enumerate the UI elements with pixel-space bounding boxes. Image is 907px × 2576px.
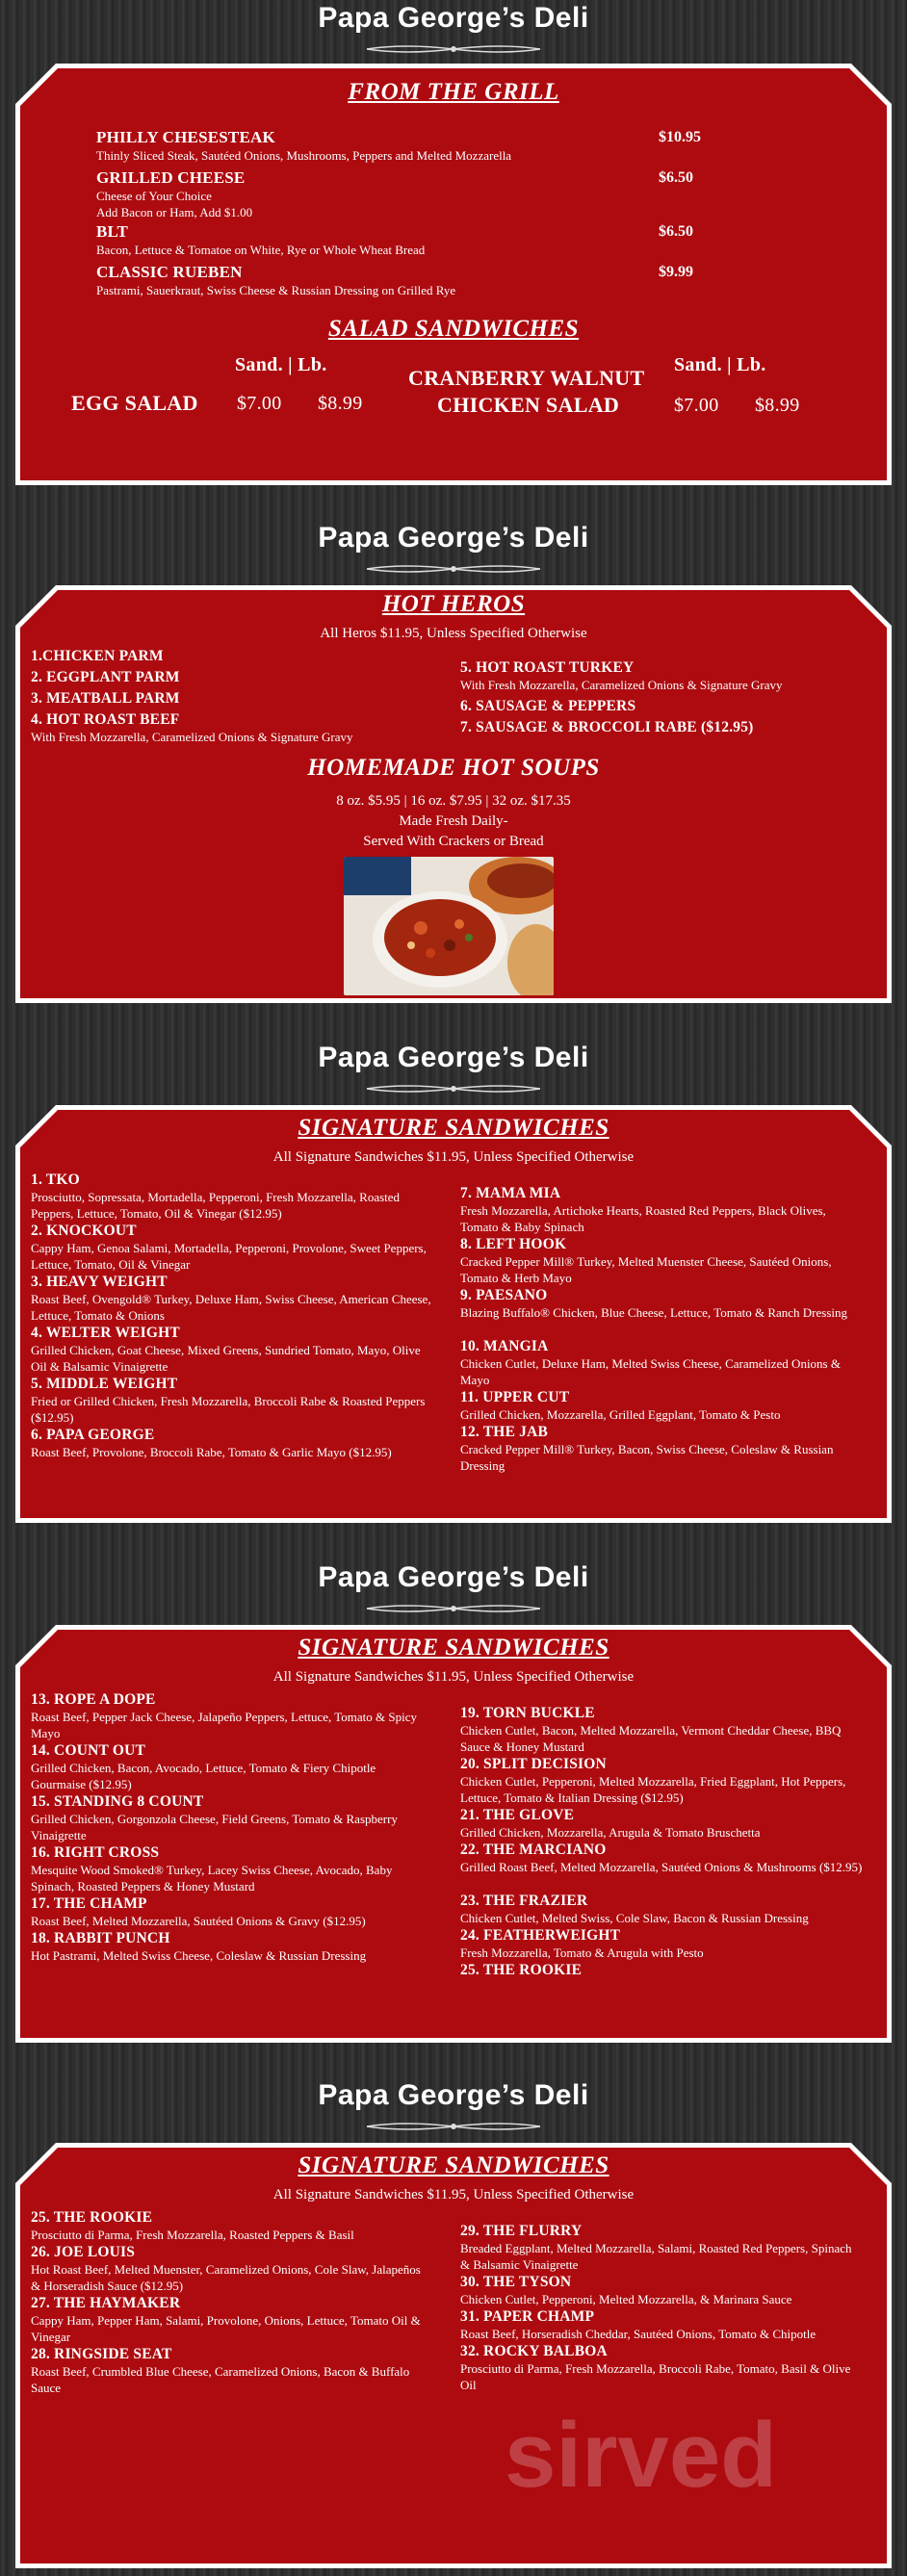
menu-item-description: Cracked Pepper Mill® Turkey, Melted Muenster Cheese, Sautéed Onions, Tomato & Herb Mayo xyxy=(460,1254,832,1286)
menu-item-description: Grilled Chicken, Mozzarella, Arugula & Tomato Bruschetta xyxy=(460,1825,761,1841)
menu-item-name: 1. TKO xyxy=(31,1172,80,1188)
menu-item xyxy=(31,1426,433,1461)
menu-item xyxy=(31,689,454,708)
menu-item-description: Prosciutto, Sopressata, Mortadella, Pepperoni, Fresh Mozzarella, Roasted Peppers, Lettuce, Tomato, Oil & Vinegar ($12.95) xyxy=(31,1190,401,1222)
menu-item xyxy=(96,221,635,259)
menu-item-name: 7. SAUSAGE & BROCCOLI RABE ($12.95) xyxy=(460,719,754,735)
menu-item-description: Blazing Buffalo® Chicken, Blue Cheese, Lettuce, Tomato & Ranch Dressing xyxy=(460,1305,848,1321)
title-flourish xyxy=(357,1602,550,1615)
panel-content xyxy=(12,581,895,1009)
salad-right-sand-price: $7.00 xyxy=(674,395,719,416)
menu-item-name: 16. RIGHT CROSS xyxy=(31,1844,160,1861)
salad-right-size-header: Sand. | Lb. xyxy=(674,354,766,375)
menu-item-description: Prosciutto di Parma, Fresh Mozzarella, Roasted Peppers & Basil xyxy=(31,2228,354,2243)
menu-item-name: PHILLY CHESESTEAK xyxy=(96,128,275,146)
menu-item-description: Grilled Chicken, Goat Cheese, Mixed Greens, Sundried Tomato, Mayo, Olive Oil & Balsamic Vinaigrette xyxy=(31,1343,421,1375)
menu-item xyxy=(460,1755,863,1807)
menu-item-description: Grilled Chicken, Bacon, Avocado, Lettuce, Tomato & Fiery Chipotle Gourmaise ($12.95) xyxy=(31,1761,376,1792)
menu-item-description: Prosciutto di Parma, Fresh Mozzarella, Broccoli Rabe, Tomato, Basil & Olive Oil xyxy=(460,2361,851,2393)
menu-item xyxy=(31,2208,433,2244)
salad-left-size-header: Sand. | Lb. xyxy=(235,354,327,375)
menu-item-description: With Fresh Mozzarella, Caramelized Onions & Signature Gravy xyxy=(31,730,353,745)
menu-item-name: 32. ROCKY BALBOA xyxy=(460,2343,608,2359)
menu-item-name: 14. COUNT OUT xyxy=(31,1742,146,1759)
menu-item xyxy=(460,718,865,737)
menu-item-description: Roast Beef, Provolone, Broccoli Rabe, Tomato & Garlic Mayo ($12.95) xyxy=(31,1445,392,1460)
menu-item-name: 10. MANGIA xyxy=(460,1338,549,1354)
menu-item xyxy=(31,1894,433,1930)
menu-item-description: Chicken Cutlet, Pepperoni, Melted Mozzarella, & Marinara Sauce xyxy=(460,2292,792,2307)
menu-item-description: Fresh Mozzarella, Artichoke Hearts, Roasted Red Peppers, Black Olives, Tomato & Baby Spinach xyxy=(460,1203,826,1235)
menu-item xyxy=(31,647,454,666)
menu-item-name: GRILLED CHEESE xyxy=(96,168,246,187)
menu-item-description: Thinly Sliced Steak, Sautéed Onions, Mushrooms, Peppers and Melted Mozzarella xyxy=(96,148,512,164)
menu-item-price: $10.95 xyxy=(659,129,701,145)
menu-item xyxy=(31,2345,433,2397)
menu-panel xyxy=(12,1101,895,1529)
menu-item xyxy=(31,1171,433,1223)
menu-item-description: Chicken Cutlet, Deluxe Ham, Melted Swiss Cheese, Caramelized Onions & Mayo xyxy=(460,1356,841,1388)
salad-right-name-line2: CHICKEN SALAD xyxy=(437,393,620,417)
panel-content xyxy=(12,1101,895,1529)
section-heading: HOT HEROS xyxy=(381,591,526,617)
section-heading: FROM THE GRILL xyxy=(348,79,559,105)
salad-right-name-line1: CRANBERRY WALNUT xyxy=(408,366,645,390)
menu-item-name: 31. PAPER CHAMP xyxy=(460,2308,595,2325)
menu-item-name: 11. UPPER CUT xyxy=(460,1389,570,1405)
menu-item-name: 29. THE FLURRY xyxy=(460,2223,583,2239)
menu-item-description: Cheese of Your Choice xyxy=(96,189,212,204)
menu-item xyxy=(31,2243,433,2295)
salad-left-lb-price: $8.99 xyxy=(318,393,363,414)
section-subheading: All Heros $11.95, Unless Specified Otherwise xyxy=(320,626,587,641)
title-flourish xyxy=(357,562,550,576)
menu-item-name: 3. MEATBALL PARM xyxy=(31,690,180,707)
menu-item-price: $6.50 xyxy=(659,223,693,240)
menu-item xyxy=(31,668,454,687)
menu-item-description: Grilled Roast Beef, Melted Mozzarella, Sautéed Onions & Mushrooms ($12.95) xyxy=(460,1860,863,1875)
section-heading: SIGNATURE SANDWICHES xyxy=(298,1635,609,1661)
menu-item-name: 20. SPLIT DECISION xyxy=(460,1756,607,1772)
menu-item xyxy=(460,1337,863,1389)
salad-left-sand-price: $7.00 xyxy=(237,393,282,414)
soup-info-line: Made Fresh Daily- xyxy=(399,813,508,829)
menu-item-description: Chicken Cutlet, Melted Swiss, Cole Slaw, Bacon & Russian Dressing xyxy=(460,1911,809,1926)
menu-item-name: 4. HOT ROAST BEEF xyxy=(31,711,180,728)
menu-item-description: Roast Beef, Melted Mozzarella, Sautéed Onions & Gravy ($12.95) xyxy=(31,1914,366,1929)
menu-item-description: Chicken Cutlet, Bacon, Melted Mozzarella, Vermont Cheddar Cheese, BBQ Sauce & Honey Mustard xyxy=(460,1723,842,1755)
menu-item xyxy=(460,2342,863,2394)
menu-item-name: 13. ROPE A DOPE xyxy=(31,1691,156,1708)
title-flourish xyxy=(357,1082,550,1095)
menu-item xyxy=(460,1388,863,1424)
menu-item xyxy=(460,1806,863,1842)
menu-item xyxy=(460,2222,863,2274)
section-subheading: All Signature Sandwiches $11.95, Unless Specified Otherwise xyxy=(272,2187,635,2202)
menu-item xyxy=(460,1704,863,1756)
menu-item-name: 12. THE JAB xyxy=(460,1424,549,1440)
menu-item-name: 19. TORN BUCKLE xyxy=(460,1705,595,1721)
menu-panel xyxy=(12,2139,895,2574)
salad-right-lb-price: $8.99 xyxy=(755,395,800,416)
menu-item-name: 5. MIDDLE WEIGHT xyxy=(31,1376,178,1392)
salad-left-name: EGG SALAD xyxy=(71,391,198,415)
menu-item-name: 18. RABBIT PUNCH xyxy=(31,1930,170,1946)
menu-item-name: 6. PAPA GEORGE xyxy=(31,1427,155,1443)
menu-panel xyxy=(12,581,895,1009)
menu-item-name: 17. THE CHAMP xyxy=(31,1895,147,1912)
menu-item-description: Roast Beef, Ovengold® Turkey, Deluxe Ham, Swiss Cheese, American Cheese, Lettuce, Tomato & Onions xyxy=(31,1292,431,1324)
section-heading: HOMEMADE HOT SOUPS xyxy=(307,755,600,781)
menu-item-description: Mesquite Wood Smoked® Turkey, Lacey Swiss Cheese, Avocado, Baby Spinach, Roasted Peppers & Honey Mustard xyxy=(31,1863,393,1894)
menu-item-name: 2. KNOCKOUT xyxy=(31,1223,137,1239)
menu-item-description: Roast Beef, Crumbled Blue Cheese, Caramelized Onions, Bacon & Buffalo Sauce xyxy=(31,2364,410,2396)
menu-item xyxy=(460,1286,863,1322)
soup-bowl-image xyxy=(344,857,554,995)
deli-title: Papa George’s Deli xyxy=(318,2079,589,2111)
menu-item xyxy=(460,1841,863,1876)
menu-item-description: Pastrami, Sauerkraut, Swiss Cheese & Russian Dressing on Grilled Rye xyxy=(96,283,456,298)
deli-title: Papa George’s Deli xyxy=(318,522,589,554)
title-flourish xyxy=(357,42,550,56)
menu-item-description: Fresh Mozzarella, Tomato & Arugula with Pesto xyxy=(460,1945,704,1961)
section-heading: SIGNATURE SANDWICHES xyxy=(298,1115,609,1141)
menu-item-description: Chicken Cutlet, Pepperoni, Melted Mozzarella, Fried Eggplant, Hot Peppers, Lettuce, Tomato & Italian Dressing ($12.95) xyxy=(460,1774,846,1806)
soup-info-line: 8 oz. $5.95 | 16 oz. $7.95 | 32 oz. $17.35 xyxy=(336,793,571,809)
deli-title: Papa George’s Deli xyxy=(318,1042,589,1073)
menu-item-name: BLT xyxy=(96,222,129,241)
menu-item-description: Cappy Ham, Genoa Salami, Mortadella, Pepperoni, Provolone, Sweet Peppers, Lettuce, Tomato, Oil & Vinegar xyxy=(31,1241,427,1273)
menu-item-name: 21. THE GLOVE xyxy=(460,1807,575,1823)
menu-item xyxy=(31,2294,433,2346)
section-heading: SIGNATURE SANDWICHES xyxy=(298,2152,609,2178)
panel-content xyxy=(12,2139,895,2574)
menu-item-name: 7. MAMA MIA xyxy=(460,1185,561,1201)
menu-item xyxy=(460,1235,863,1287)
menu-item-description: Grilled Chicken, Gorgonzola Cheese, Field Greens, Tomato & Raspberry Vinaigrette xyxy=(31,1812,398,1843)
menu-item xyxy=(31,1741,433,1793)
menu-item-description: Fried or Grilled Chicken, Fresh Mozzarella, Broccoli Rabe & Roasted Peppers ($12.95) xyxy=(31,1394,426,1426)
menu-item-description: Cappy Ham, Pepper Ham, Salami, Provolone, Onions, Lettuce, Tomato Oil & Vinegar xyxy=(31,2313,421,2345)
menu-item-price: $6.50 xyxy=(659,169,693,186)
menu-item xyxy=(96,127,635,165)
menu-item xyxy=(460,1892,863,1927)
menu-item xyxy=(460,1423,863,1475)
menu-item xyxy=(31,1843,433,1895)
menu-item-name: 28. RINGSIDE SEAT xyxy=(31,2346,172,2362)
menu-item-name: 25. THE ROOKIE xyxy=(460,1962,583,1978)
menu-item-description: With Fresh Mozzarella, Caramelized Onions & Signature Gravy xyxy=(460,678,783,693)
menu-panel xyxy=(12,1621,895,2048)
menu-item-description: Hot Roast Beef, Melted Muenster, Caramelized Onions, Cole Slaw, Jalapeños & Horseradish Sauce ($12.95) xyxy=(31,2262,421,2294)
menu-item-name: 3. HEAVY WEIGHT xyxy=(31,1274,168,1290)
section-heading: SALAD SANDWICHES xyxy=(327,316,580,342)
menu-item xyxy=(460,658,865,694)
soup-info-line: Served With Crackers or Bread xyxy=(363,834,544,849)
menu-item-description: Roast Beef, Horseradish Cheddar, Sautéed Onions, Tomato & Chipotle xyxy=(460,2327,816,2342)
menu-item-name: 1.CHICKEN PARM xyxy=(31,648,164,664)
menu-item xyxy=(460,1961,863,1980)
menu-item xyxy=(31,1222,433,1274)
menu-item-name: 15. STANDING 8 COUNT xyxy=(31,1793,204,1810)
menu-item-name: 6. SAUSAGE & PEPPERS xyxy=(460,698,636,714)
menu-item-name: CLASSIC RUEBEN xyxy=(96,263,243,281)
menu-item xyxy=(31,1324,433,1376)
menu-item-description: Cracked Pepper Mill® Turkey, Bacon, Swiss Cheese, Coleslaw & Russian Dressing xyxy=(460,1442,834,1474)
title-flourish xyxy=(357,2120,550,2133)
menu-item-description: Bacon, Lettuce & Tomatoe on White, Rye or Whole Wheat Bread xyxy=(96,243,426,258)
menu-item-name: 27. THE HAYMAKER xyxy=(31,2295,181,2311)
menu-item-description: Grilled Chicken, Mozzarella, Grilled Eggplant, Tomato & Pesto xyxy=(460,1407,781,1423)
menu-item xyxy=(460,1184,863,1236)
menu-item-name: 22. THE MARCIANO xyxy=(460,1842,607,1858)
menu-item-name: 2. EGGPLANT PARM xyxy=(31,669,180,685)
menu-item xyxy=(31,1273,433,1325)
menu-item-description: Roast Beef, Pepper Jack Cheese, Jalapeño Peppers, Lettuce, Tomato & Spicy Mayo xyxy=(31,1710,418,1741)
menu-item-name: 4. WELTER WEIGHT xyxy=(31,1325,180,1341)
menu-item xyxy=(31,1690,433,1742)
menu-item xyxy=(460,1926,863,1962)
section-subheading: All Signature Sandwiches $11.95, Unless Specified Otherwise xyxy=(272,1669,635,1685)
menu-item-description: Breaded Eggplant, Melted Mozzarella, Salami, Roasted Red Peppers, Spinach & Balsamic Vinaigrette xyxy=(460,2241,852,2273)
menu-item xyxy=(31,1792,433,1844)
menu-item-name: 26. JOE LOUIS xyxy=(31,2244,136,2260)
menu-item-name: 23. THE FRAZIER xyxy=(460,1893,588,1909)
panel-content xyxy=(12,60,895,491)
menu-item-price: $9.99 xyxy=(659,264,693,280)
menu-item xyxy=(460,2307,863,2343)
menu-item xyxy=(96,167,635,221)
menu-item-description: Add Bacon or Ham, Add $1.00 xyxy=(96,204,253,219)
menu-item xyxy=(96,262,635,299)
menu-item xyxy=(31,1929,433,1965)
menu-panel xyxy=(12,60,895,491)
menu-item-name: 8. LEFT HOOK xyxy=(460,1236,567,1252)
section-subheading: All Signature Sandwiches $11.95, Unless Specified Otherwise xyxy=(272,1149,635,1165)
menu-item-name: 5. HOT ROAST TURKEY xyxy=(460,659,635,676)
menu-item-name: 30. THE TYSON xyxy=(460,2274,572,2290)
menu-item xyxy=(31,710,454,746)
menu-item xyxy=(460,697,865,716)
menu-item-name: 25. THE ROOKIE xyxy=(31,2209,153,2226)
menu-item xyxy=(460,2273,863,2308)
menu-item xyxy=(31,1375,433,1427)
sirved-watermark: sirved xyxy=(505,2404,777,2507)
deli-title: Papa George’s Deli xyxy=(318,1561,589,1593)
panel-content xyxy=(12,1621,895,2048)
deli-title: Papa George’s Deli xyxy=(318,2,589,34)
menu-item-description: Hot Pastrami, Melted Swiss Cheese, Coleslaw & Russian Dressing xyxy=(31,1948,367,1964)
menu-item-name: 9. PAESANO xyxy=(460,1287,548,1303)
menu-item-name: 24. FEATHERWEIGHT xyxy=(460,1927,621,1944)
